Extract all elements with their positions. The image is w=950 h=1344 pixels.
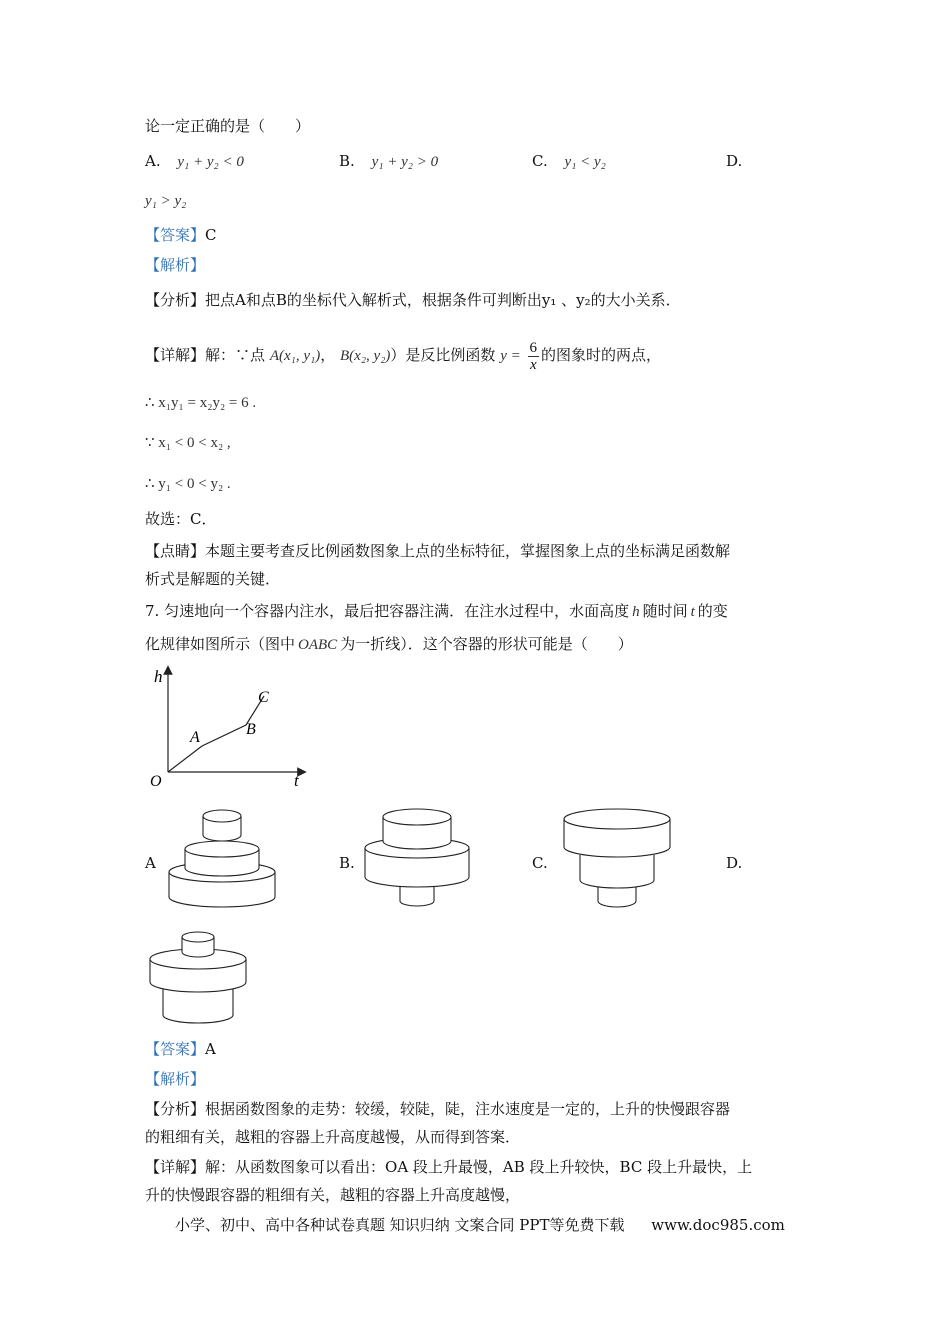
point-a: A(x₁, y₁): [269, 348, 321, 364]
stem-text: 为一折线）．这个容器的形状可能是（ ）: [340, 635, 633, 653]
q7-xiangjie-line1: [145, 1156, 752, 1178]
fenxi-text: 根据函数图象的走势：较缓，较陡，陡，注水速度是一定的，上升的快慢跟容器: [205, 1100, 731, 1118]
answer-tag: 【答案】: [145, 226, 206, 244]
container-d: [145, 925, 255, 1030]
stem-text: 化规律如图所示（图中: [145, 635, 296, 653]
q7-option-b-label: B.: [339, 854, 355, 872]
q6-option-d-label: D.: [726, 152, 743, 170]
fraction-numerator: 6: [529, 339, 538, 356]
fenxi-text: 把点A和点B的坐标代入解析式，根据条件可判断出y₁ 、y₂的大小关系．: [205, 291, 681, 309]
q6-option-a: [145, 150, 244, 173]
footer-url[interactable]: www.doc985.com: [651, 1216, 785, 1234]
footer-text: 小学、初中、高中各种试卷真题 知识归纳 文案合同 PPT等免费下载: [175, 1216, 625, 1234]
function-lhs: y =: [500, 348, 521, 364]
tier-middle: [580, 855, 654, 888]
stem-text: 随时间: [642, 602, 688, 620]
xiangjie-post: 的图象时的两点，: [541, 346, 662, 364]
q6-step-1: ∴ x₁y₁ = x₂y₂ = 6 .: [145, 395, 257, 411]
var-oabc: OABC: [298, 637, 338, 653]
q7-option-a-label: A: [145, 854, 156, 872]
point-b: B(x₂, y₂): [340, 348, 391, 364]
container-b: [360, 805, 475, 910]
label-t: t: [294, 771, 299, 790]
q7-stem-line2: [145, 633, 633, 656]
analysis-tag: 【解析】: [145, 256, 206, 274]
dianjing-text: 本题主要考查反比例函数图象上点的坐标特征，掌握图象上点的坐标满足函数解: [205, 542, 731, 560]
answer-value: C: [205, 226, 217, 244]
q7-analysis-tag: [145, 1068, 205, 1090]
xiangjie-tag: 【详解】: [145, 346, 206, 364]
xiangjie-pre: 解：∵点: [205, 346, 266, 364]
q6-answer: [145, 224, 217, 246]
option-expr: y₁ < y₂: [564, 154, 606, 170]
q6-dianjing-line2: 析式是解题的关键．: [145, 570, 281, 588]
q6-option-c: [532, 150, 606, 173]
stem-text: 的变: [697, 602, 728, 620]
option-expr: y₁ + y₂ < 0: [177, 154, 244, 170]
comma: ，: [320, 346, 336, 364]
q6-xiangjie: [145, 338, 661, 373]
q6-dianjing-line1: [145, 540, 730, 562]
container-c: [560, 805, 675, 910]
q7-fenxi-line1: [145, 1098, 730, 1120]
q6-option-d-expr: y₁ > y₂: [145, 193, 187, 209]
fenxi-tag: 【分析】: [145, 1100, 206, 1118]
q7-fenxi-line2: 的粗细有关，越粗的容器上升高度越慢，从而得到答案．: [145, 1128, 521, 1146]
label-c: C: [258, 689, 269, 706]
q7-xiangjie-line2: 升的快慢跟容器的粗细有关，越粗的容器上升高度越慢，: [145, 1186, 521, 1204]
option-label: A.: [145, 152, 161, 170]
q6-stem-tail: 论一定正确的是（ ）: [145, 117, 311, 135]
stem-text: 7. 匀速地向一个容器内注水，最后把容器注满．在注水过程中，水面高度: [145, 602, 630, 620]
var-t: t: [690, 604, 695, 620]
q6-choose: 故选：C．: [145, 510, 217, 528]
q7-stem-line1: [145, 600, 728, 623]
label-b: B: [246, 721, 256, 738]
container-a: [165, 805, 280, 910]
q6-step-2: ∵ x₁ < 0 < x₂ ,: [145, 435, 231, 451]
xiangjie-text: 解：从函数图象可以看出：OA 段上升最慢，AB 段上升较快，BC 段上升最快，上: [205, 1158, 753, 1176]
function-fraction: [528, 340, 540, 373]
option-label: B.: [339, 152, 355, 170]
label-h: h: [154, 667, 163, 686]
label-a: A: [190, 729, 200, 746]
answer-tag: 【答案】: [145, 1040, 206, 1058]
xiangjie-tag: 【详解】: [145, 1158, 206, 1176]
q6-step-3: ∴ y₁ < 0 < y₂ .: [145, 476, 231, 492]
dianjing-tag: 【点睛】: [145, 542, 206, 560]
q7-option-d-label: D.: [726, 854, 743, 872]
var-h: h: [632, 604, 640, 620]
fenxi-tag: 【分析】: [145, 291, 206, 309]
label-o: O: [150, 773, 162, 790]
q7-answer: [145, 1038, 216, 1060]
option-label: C.: [532, 152, 548, 170]
footer: [175, 1214, 785, 1235]
xiangjie-mid: ）是反比例函数: [390, 346, 496, 364]
q7-graph: [140, 662, 320, 792]
analysis-tag: 【解析】: [145, 1070, 206, 1088]
q6-analysis-tag: [145, 254, 205, 276]
answer-value: A: [205, 1040, 216, 1058]
fraction-denominator: x: [529, 356, 537, 373]
q6-fenxi: [145, 289, 681, 311]
q6-option-b: [339, 150, 438, 173]
option-expr: y₁ + y₂ > 0: [371, 154, 439, 170]
q7-option-c-label: C.: [532, 854, 548, 872]
